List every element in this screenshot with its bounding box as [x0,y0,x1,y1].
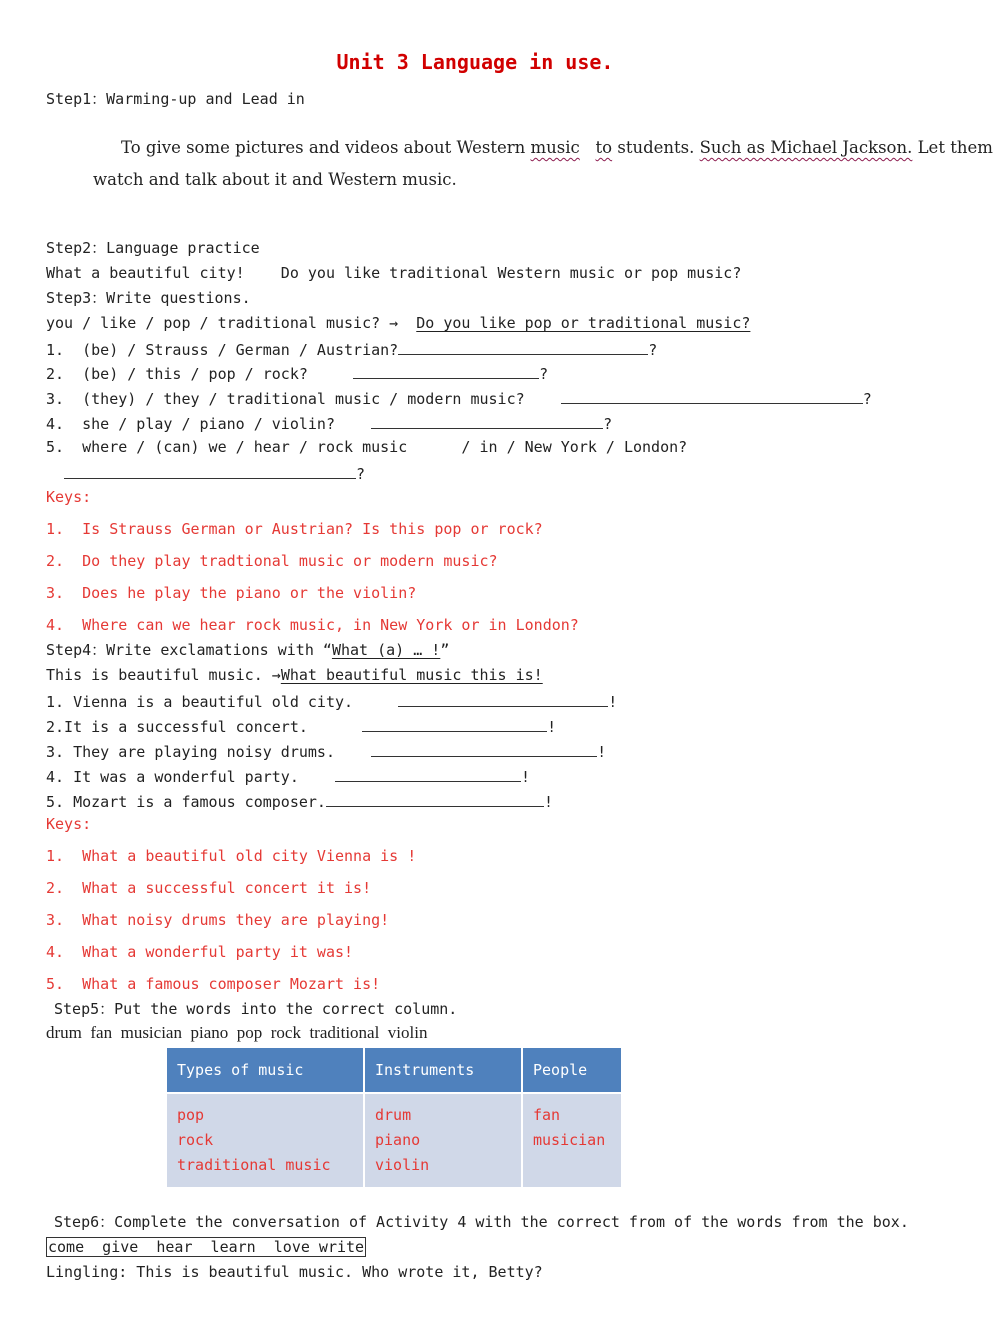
word-box: come give hear learn love write [48,1238,365,1256]
step5-word-list: drum fan musician piano pop rock traditional violin [46,1023,428,1042]
list-item: pop [177,1106,205,1124]
column-header-instruments: Instruments [365,1048,521,1092]
step1-intro-line2: watch and talk about it and Western music. [93,170,457,189]
list-item: piano [375,1131,421,1149]
answer-blank[interactable] [326,790,544,807]
question-3: 3. (they) / they / traditional music / modern music? ? [46,387,872,409]
question-1: 1. (be) / Strauss / German / Austrian? ? [46,338,657,360]
list-item: violin [375,1156,430,1174]
step5-heading: Step5：Put the words into the correct column. [54,1000,458,1018]
answer-blank[interactable] [371,740,597,757]
list-item: fan [533,1106,561,1124]
answer-blank[interactable] [398,690,608,707]
answer-blank[interactable] [561,387,863,404]
column-header-people: People [523,1048,621,1092]
step2-line: What a beautiful city! Do you like traditional Western music or pop music? [46,264,742,282]
step3-example: you / like / pop / traditional music? → Do you like pop or traditional music? [46,314,751,332]
list-item: rock [177,1131,214,1149]
key-item: 3. What noisy drums they are playing! [46,911,390,929]
answer-blank[interactable] [398,338,648,355]
answer-blank[interactable] [335,765,521,782]
step1-intro-line1: To give some pictures and videos about Western music to students. Such as Michael Jackson. Let them [121,138,993,157]
question-5: 5. where / (can) we / hear / rock music / in / New York / London? [46,438,688,456]
example-answer: Do you like pop or traditional music? [416,314,751,332]
keys-label: Keys: [46,815,92,833]
question-4: 4. she / play / piano / violin? ? [46,412,612,434]
step4-heading: Step4：Write exclamations with “What (a) … !” [46,641,450,659]
table-header-row [167,1048,621,1092]
answer-blank[interactable] [353,362,539,379]
step3-heading: Step3：Write questions. [46,289,251,307]
conversation-line: Lingling: This is beautiful music. Who wrote it, Betty? [46,1263,543,1281]
types-of-music-cell [167,1094,363,1187]
michael-jackson-underline: Such as Michael Jackson. [699,138,913,157]
key-item: 2. What a successful concert it is! [46,879,372,897]
answer-blank[interactable] [362,715,547,732]
key-item: 4. Where can we hear rock music, in New York or in London? [46,616,579,634]
list-item: traditional music [177,1156,331,1174]
key-item: 3. Does he play the piano or the violin? [46,584,417,602]
people-cell [523,1094,621,1187]
key-item: 5. What a famous composer Mozart is! [46,975,381,993]
table-row [167,1094,621,1187]
key-item: 1. Is Strauss German or Austrian? Is this pop or rock? [46,520,543,538]
step2-heading: Step2：Language practice [46,239,260,257]
step1-heading: Step1：Warming-up and Lead in [46,90,305,108]
answer-blank[interactable] [371,412,603,429]
instruments-cell [365,1094,521,1187]
western-music-underline: music [530,138,580,157]
example-answer: What beautiful music this is! [280,666,543,684]
step6-heading: Step6：Complete the conversation of Activity 4 with the correct from of the words from the box. [54,1213,909,1231]
step6-word-box [46,1237,366,1257]
question-2: 2. (be) / this / pop / rock? ? [46,362,548,384]
column-header-types-of-music: Types of music [167,1048,363,1092]
key-item: 4. What a wonderful party it was! [46,943,354,961]
list-item: drum [375,1106,412,1124]
question-5-blank-line: ? [64,462,365,484]
key-item: 1. What a beautiful old city Vienna is ! [46,847,417,865]
exclamation-3: 3. They are playing noisy drums. ! [46,740,606,762]
exclamation-2: 2.It is a successful concert. ! [46,715,556,737]
list-item: musician [533,1131,606,1149]
step4-example: This is beautiful music. →What beautiful music this is! [46,666,543,684]
page-title: Unit 3 Language in use. [336,50,614,74]
word-column-table [165,1046,623,1189]
exclamation-5: 5. Mozart is a famous composer. ! [46,790,553,812]
answer-blank[interactable] [64,462,356,479]
exclamation-4: 4. It was a wonderful party. ! [46,765,530,787]
exclamation-1: 1. Vienna is a beautiful old city. ! [46,690,617,712]
key-item: 2. Do they play tradtional music or modern music? [46,552,498,570]
keys-label: Keys: [46,488,92,506]
